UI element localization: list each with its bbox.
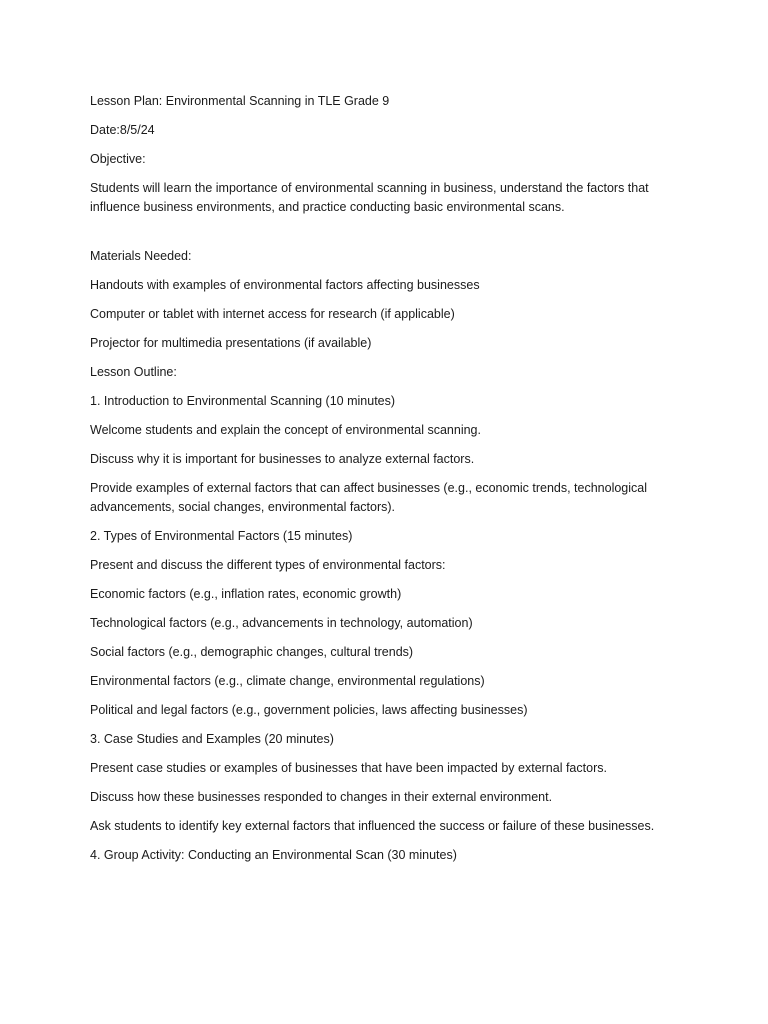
document-title: Lesson Plan: Environmental Scanning in TLE Grade 9: [90, 94, 390, 108]
outline-heading: Lesson Outline:: [90, 365, 177, 379]
section-item: Provide examples of external factors that can affect businesses (e.g., economic trends, technological advancements, social changes, environmental factors).: [90, 481, 648, 514]
materials-item: Computer or tablet with internet access for research (if applicable): [90, 307, 455, 321]
section-item: Welcome students and explain the concept of environmental scanning.: [90, 423, 481, 437]
section-heading: 3. Case Studies and Examples (20 minutes): [90, 732, 334, 746]
section-item: Ask students to identify key external factors that influenced the success or failure of these businesses.: [90, 819, 655, 833]
section-item: Discuss how these businesses responded to changes in their external environment.: [90, 790, 553, 804]
section-heading: 4. Group Activity: Conducting an Environmental Scan (30 minutes): [90, 848, 457, 862]
section-item: Environmental factors (e.g., climate change, environmental regulations): [90, 674, 485, 688]
materials-heading: Materials Needed:: [90, 249, 192, 263]
section-item: Social factors (e.g., demographic changes, cultural trends): [90, 645, 414, 659]
document-date: Date:8/5/24: [90, 123, 155, 137]
blank-line: [90, 227, 680, 247]
objective-text: Students will learn the importance of environmental scanning in business, understand the factors that influence business environments, and practice conducting basic environmental scans.: [90, 181, 649, 214]
section-item: Discuss why it is important for businesses to analyze external factors.: [90, 452, 475, 466]
section-item: Technological factors (e.g., advancements in technology, automation): [90, 616, 473, 630]
materials-item: Projector for multimedia presentations (if available): [90, 336, 372, 350]
section-item: Economic factors (e.g., inflation rates, economic growth): [90, 587, 402, 601]
section-item: Present case studies or examples of businesses that have been impacted by external factors.: [90, 761, 607, 775]
section-heading: 1. Introduction to Environmental Scanning (10 minutes): [90, 394, 396, 408]
section-item: Political and legal factors (e.g., government policies, laws affecting businesses): [90, 703, 528, 717]
section-heading: 2. Types of Environmental Factors (15 minutes): [90, 529, 353, 543]
document-body: [90, 92, 680, 875]
materials-item: Handouts with examples of environmental factors affecting businesses: [90, 278, 480, 292]
section-item: Present and discuss the different types of environmental factors:: [90, 558, 446, 572]
objective-heading: Objective:: [90, 152, 146, 166]
